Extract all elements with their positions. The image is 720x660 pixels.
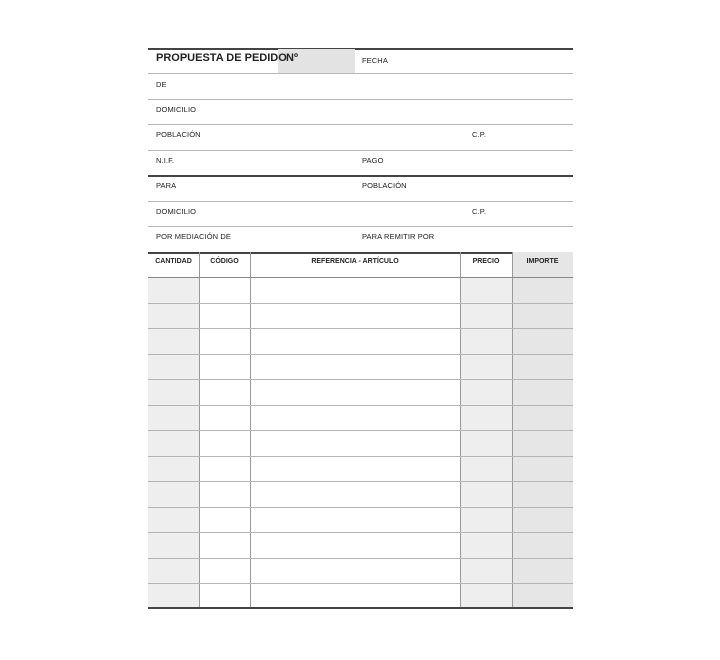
items-table xyxy=(148,252,573,609)
table-row xyxy=(148,430,573,431)
cp-destino-label: C.P. xyxy=(472,207,487,216)
pago-label: PAGO xyxy=(362,156,384,165)
para-label: PARA xyxy=(156,181,177,190)
domicilio-label: DOMICILIO xyxy=(156,105,197,114)
divider xyxy=(148,226,573,227)
remitir-label: PARA REMITIR POR xyxy=(362,232,435,241)
header-cantidad: CANTIDAD xyxy=(155,258,192,265)
mediacion-label: POR MEDIACIÓN DE xyxy=(156,232,231,241)
header-referencia: REFERENCIA - ARTÍCULO xyxy=(311,258,399,265)
divider xyxy=(148,201,573,202)
poblacion-destino-label: POBLACIÓN xyxy=(362,181,407,190)
table-row xyxy=(148,456,573,457)
table-row xyxy=(148,303,573,304)
table-row xyxy=(148,558,573,559)
divider xyxy=(148,99,573,100)
de-label: DE xyxy=(156,80,167,89)
number-label: Nº xyxy=(286,52,298,64)
form-top-border xyxy=(148,48,573,50)
header-codigo: CÓDIGO xyxy=(210,258,239,265)
fecha-label: FECHA xyxy=(362,56,388,65)
table-bottom-border xyxy=(148,607,573,609)
header-precio: PRECIO xyxy=(472,258,500,265)
table-row xyxy=(148,405,573,406)
form-title: PROPUESTA DE PEDIDO xyxy=(156,52,287,64)
section-divider xyxy=(148,175,573,177)
cp-label: C.P. xyxy=(472,130,487,139)
domicilio-destino-label: DOMICILIO xyxy=(156,207,197,216)
header-bottom-line xyxy=(148,277,573,278)
divider xyxy=(148,124,573,125)
nif-label: N.I.F. xyxy=(156,156,175,165)
table-row xyxy=(148,583,573,584)
table-row xyxy=(148,379,573,380)
table-top-border xyxy=(148,252,573,254)
table-row xyxy=(148,328,573,329)
table-row xyxy=(148,481,573,482)
table-row xyxy=(148,532,573,533)
header-importe: IMPORTE xyxy=(526,258,559,265)
poblacion-label: POBLACIÓN xyxy=(156,130,201,139)
divider xyxy=(148,150,573,151)
table-row xyxy=(148,354,573,355)
divider xyxy=(148,73,573,74)
table-row xyxy=(148,507,573,508)
